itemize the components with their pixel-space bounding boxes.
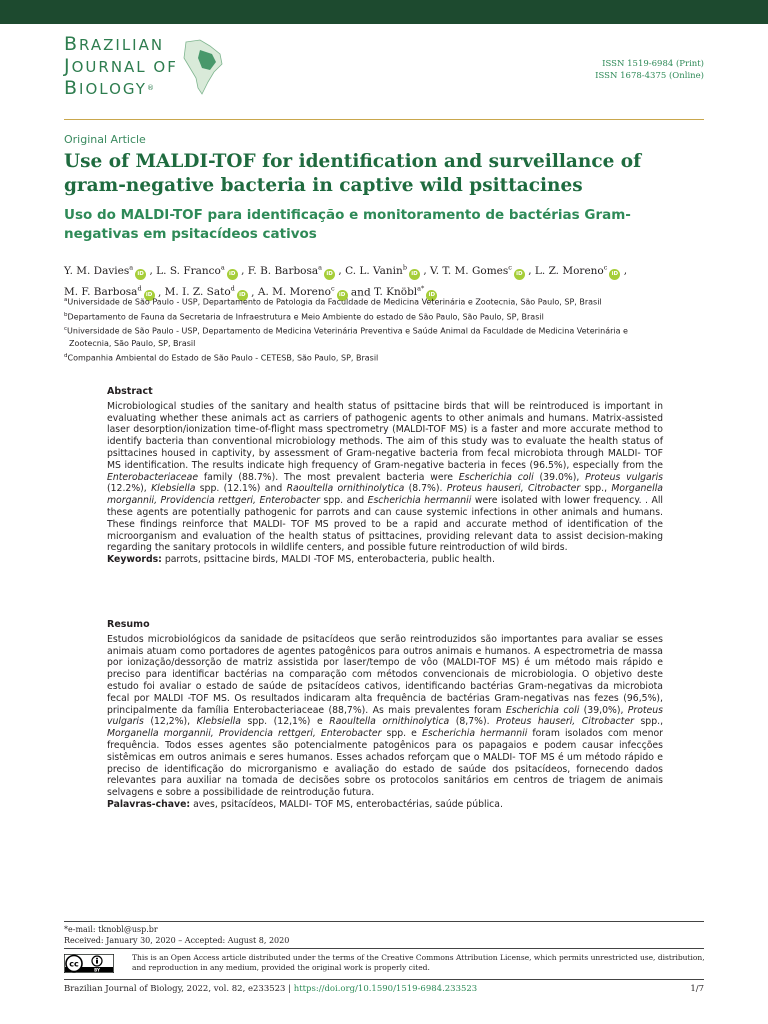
logo-line-3: BIOLOGY® bbox=[64, 77, 156, 99]
resumo-keywords: Palavras-chave: aves, psitacídeos, MALDI- TOF MS, enterobactérias, saúde pública. bbox=[107, 798, 503, 810]
journal-logo bbox=[64, 34, 224, 104]
author-list: Y. M. Davies$^a$iD , L. S. Franco$^a$iD , F. B. Barbosa$^a$iD , C. L. Vanin$^b$iD , V. T. M. Gomes$^c$iD , L. Z. Moreno$^c$iD , M. F. Barbosa$^d$iD , M. I. Z. Sato$^d$iD , A. M. Moreno$^c$iD and T. Knöbl$^{a*}$iD bbox=[64, 258, 674, 301]
orcid-icon[interactable]: iD bbox=[227, 269, 238, 280]
orcid-icon[interactable]: iD bbox=[609, 269, 620, 280]
author: M. I. Z. Sato$^d$iD bbox=[165, 286, 248, 298]
resumo-section bbox=[107, 619, 663, 811]
header-divider bbox=[64, 119, 704, 120]
citation: Brazilian Journal of Biology, 2022, vol. 82, e233523 bbox=[64, 984, 286, 994]
author: A. M. Moreno$^c$iD bbox=[258, 286, 348, 298]
orcid-icon[interactable]: iD bbox=[514, 269, 525, 280]
orcid-icon[interactable]: iD bbox=[237, 290, 248, 301]
affiliation: $^d$Companhia Ambiental do Estado de São Paulo - CETESB, São Paulo, SP, Brasil bbox=[64, 352, 379, 363]
cc-by-label: BY bbox=[94, 967, 100, 973]
doi-link[interactable]: https://doi.org/10.1590/1519-6984.233523 bbox=[293, 984, 478, 994]
license-divider bbox=[64, 948, 704, 949]
corresponding-email: *e-mail: tknobl@usp.br bbox=[64, 925, 158, 934]
cc-badge-label: cc bbox=[69, 959, 79, 969]
logo-line-1: BRAZILIAN bbox=[64, 33, 165, 55]
south-america-map-icon bbox=[176, 38, 226, 96]
resumo-text: Estudos microbiológicos da sanidade de psitacídeos que serão reintroduzidos são importantes para avaliar se esses animais atuam como portadores de agentes patogênicos para outros animais e humanos. A espectrometria de massa por ionização/dessorção de matriz assistida por laser/tempo de vôo (MALDI-TOF MS) é um método mais rápido e preciso para identificar bactérias na comparação com métodos convencionais de microbiologia. O objetivo deste estudo foi avaliar o estado de saúde de psitacídeos cativos, identificando bactérias Gram-negativas da microbiota fecal por MALDI -TOF MS. Os resultados indicaram alta frequência de bactérias Gram-negativas nas fezes (96,5%), principalmente da família Enterobacteriaceae (88,7%). As mais prevalentes foram Escherichia coli (39,0%), Proteus vulgaris (12,2%), Klebsiella spp. (12,1%) e Raoultella ornithinolytica (8,7%). Proteus hauseri, Citrobacter spp., Morganella morgannii, Providencia rettgeri, Enterobacter spp. e Escherichia hermannii foram isolados com menor frequência. Todos esses agentes são potencialmente patogênicos para os papagaios e podem causar infecções sistêmicas em outros animais e seres humanos. Esses achados reforçam que o MALDI- TOF MS é um método rápido e preciso de identificação do microrganismo e avaliação do estado de saúde dos psitacídeos, fornecendo dados relevantes para auxiliar na tomada de decisões sobre os protocolos sanitários em centros de triagem de animais selvagens e sobre a possibilidade de reintrodução futura. bbox=[107, 633, 664, 799]
orcid-icon[interactable]: iD bbox=[409, 269, 420, 280]
article-subtitle: Uso do MALDI-TOF para identificação e monitoramento de bactérias Gram-negativas em psitacídeos cativos bbox=[64, 207, 631, 242]
creative-commons-badge-icon bbox=[64, 954, 114, 973]
author: M. F. Barbosa$^d$iD bbox=[64, 286, 155, 298]
abstract-section bbox=[107, 386, 663, 566]
issn-online: ISSN 1678-4375 (Online) bbox=[595, 71, 704, 81]
affiliation: $^b$Departamento de Fauna da Secretaria de Infraestrutura e Meio Ambiente do estado de São Paulo, São Paulo, SP, Brasil bbox=[64, 311, 544, 322]
orcid-icon[interactable]: iD bbox=[144, 290, 155, 301]
author: V. T. M. Gomes$^c$iD bbox=[430, 265, 525, 277]
footer-divider bbox=[64, 979, 704, 980]
orcid-icon[interactable]: iD bbox=[426, 290, 437, 301]
orcid-icon[interactable]: iD bbox=[135, 269, 146, 280]
author: C. L. Vanin$^b$iD bbox=[345, 265, 420, 277]
affiliation: $^a$Universidade de São Paulo - USP, Departamento de Patologia da Faculdade de Medicina Veterinária e Zootecnia, São Paulo, SP, Brasil bbox=[64, 297, 602, 307]
logo-line-2: JOURNAL OF bbox=[64, 55, 178, 77]
issn-print: ISSN 1519-6984 (Print) bbox=[602, 59, 704, 69]
footnote-divider bbox=[64, 921, 704, 922]
top-banner bbox=[0, 0, 768, 24]
abstract-keywords: Keywords: parrots, psittacine birds, MALDI -TOF MS, enterobacteria, public health. bbox=[107, 554, 495, 566]
orcid-icon[interactable]: iD bbox=[324, 269, 335, 280]
author: L. Z. Moreno$^c$iD bbox=[535, 265, 620, 277]
author: L. S. Franco$^a$iD bbox=[156, 265, 238, 277]
issn-block bbox=[595, 58, 704, 82]
abstract-text: Microbiological studies of the sanitary and health status of psittacine birds that will be reintroduced is important in evaluating whether these animals act as carriers of pathogenic agents to other animals and humans. Matrix-assisted laser desorption/ionization time-of-flight mass spectrometry (MALDI-TOF MS) is a faster and more accurate method to identify bacteria than conventional microbiology methods. The aim of this study was to evaluate the health status of psittacines housed in captivity, by assessment of Gram-negative bacteria from fecal microbiota through MALDI- TOF MS identification. The results indicate high frequency of Gram-negative bacteria in feces (96.5%), especially from the Enterobacteriaceae family (88.7%). The most prevalent bacteria were Escherichia coli (39.0%), Proteus vulgaris (12.2%), Klebsiella spp. (12.1%) and Raoultella ornithinolytica (8.7%). Proteus hauseri, Citrobacter spp., Morganella morgannii, Providencia rettgeri, Enterobacter spp. and Escherichia hermannii were isolated with lower frequency. . All these agents are potentially pathogenic for parrots and can cause systemic infections in other animals and humans. These findings reinforce that MALDI- TOF MS proved to be a rapid and accurate method of identification of the microorganism and evaluation of the health status of psittacines, providing relevant data to assist decision-making regarding the sanitary protocols in wildlife centers, and possible future reintroduction of wild birds. bbox=[107, 400, 663, 554]
page-number: 1/7 bbox=[690, 984, 704, 994]
author: F. B. Barbosa$^a$iD bbox=[248, 265, 335, 277]
received-dates: Received: January 30, 2020 – Accepted: August 8, 2020 bbox=[64, 936, 290, 945]
article-type: Original Article bbox=[64, 133, 146, 146]
resumo-heading: Resumo bbox=[107, 619, 150, 630]
affiliation: $^c$Universidade de São Paulo - USP, Departamento de Medicina Veterinária Preventiva e Saúde Animal da Faculdade de Medicina Veterinária e Zootecnia, São Paulo, SP, Brasil bbox=[64, 326, 628, 348]
author: T. Knöbl$^{a*}$iD bbox=[374, 286, 437, 298]
orcid-icon[interactable]: iD bbox=[337, 290, 348, 301]
abstract-heading: Abstract bbox=[107, 386, 153, 397]
citation-line: Brazilian Journal of Biology, 2022, vol. 82, e233523 | https://doi.org/10.1590/1519-6984.233523 bbox=[64, 984, 478, 994]
article-title: Use of MALDI-TOF for identification and surveillance of gram-negative bacteria in captive wild psittacines bbox=[64, 151, 642, 196]
author: Y. M. Davies$^a$iD bbox=[64, 265, 146, 277]
affiliation-list bbox=[64, 294, 704, 365]
license-text: This is an Open Access article distributed under the terms of the Creative Commons Attribution License, which permits unrestricted use, distribution, and reproduction in any medium, provided the original work is properly cited. bbox=[132, 953, 705, 972]
